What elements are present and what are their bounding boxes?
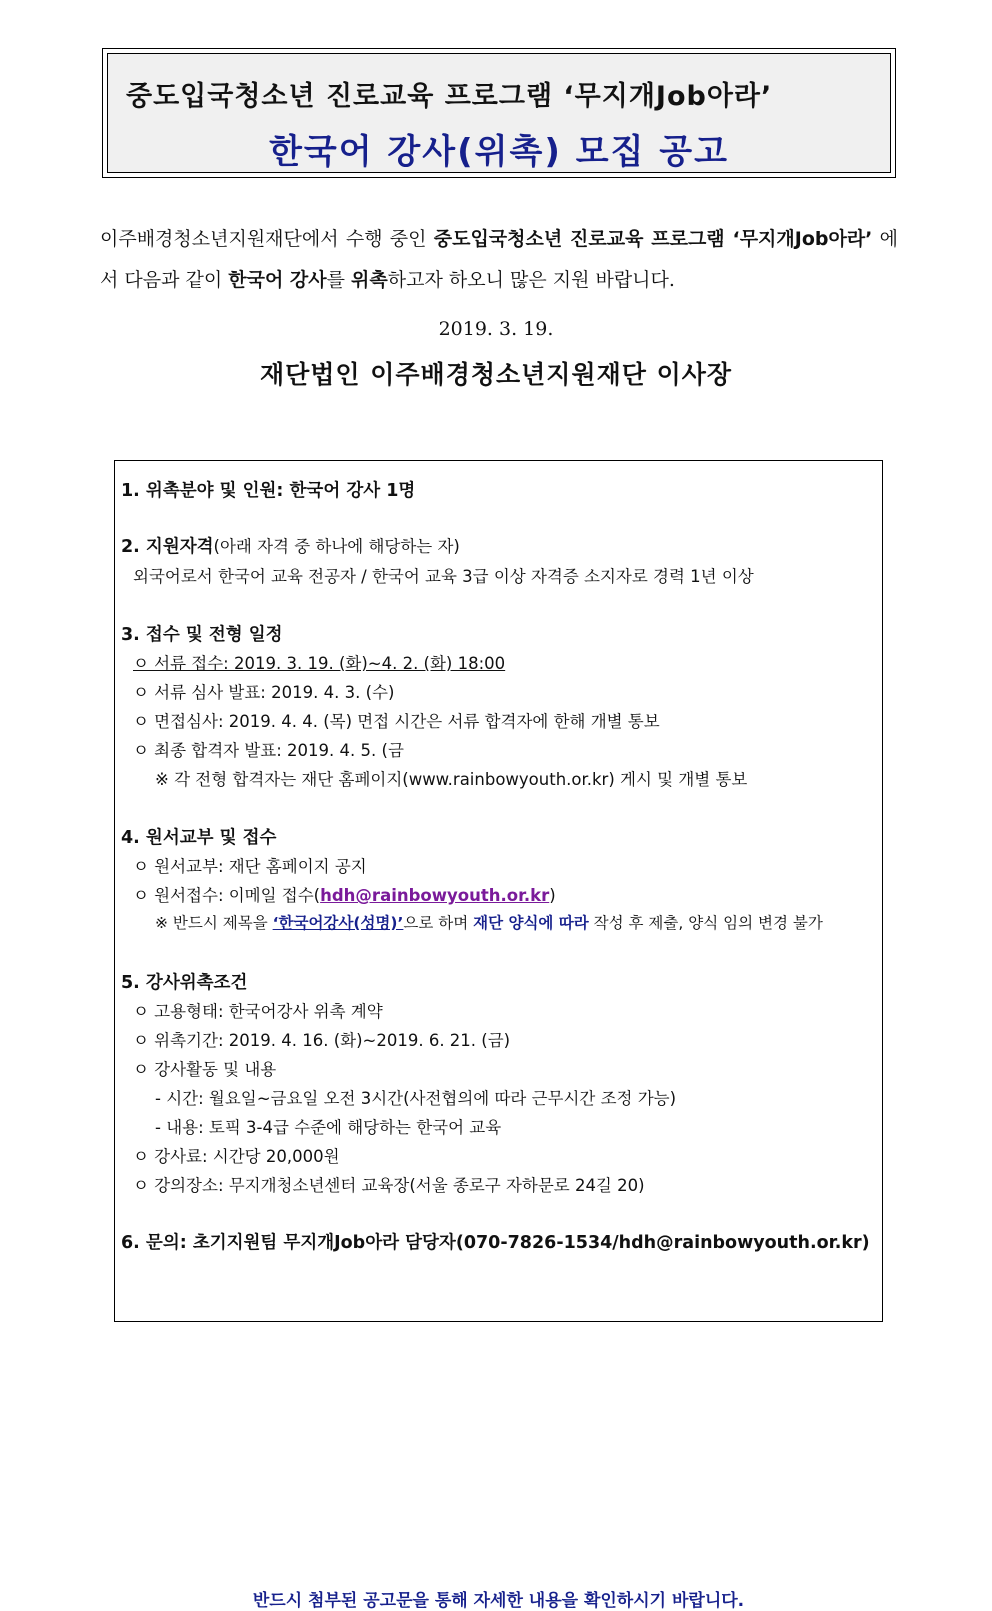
schedule-item: ㅇ 최종 합격자 발표: 2019. 4. 5. (금 xyxy=(133,741,404,760)
submit-suffix: ) xyxy=(549,886,556,905)
condition-item: ㅇ 강사활동 및 내용 xyxy=(133,1060,277,1079)
intro-paragraph xyxy=(100,219,898,301)
section-4-heading: 4. 원서교부 및 접수 xyxy=(121,828,277,848)
schedule-item: ㅇ 서류 접수: 2019. 3. 19. (화)~4. 2. (화) 18:00 xyxy=(133,654,506,673)
application-submit-item xyxy=(133,882,556,906)
schedule-item: ㅇ 면접심사: 2019. 4. 4. (목) 면접 시간은 서류 합격자에 한해 개별 통보 xyxy=(133,712,660,731)
condition-item: ㅇ 위촉기간: 2019. 4. 16. (화)~2019. 6. 21. (금) xyxy=(133,1031,511,1050)
note-text-c: 으로 하며 xyxy=(403,914,474,932)
section-1: 1. 위촉분야 및 인원: 한국어 강사 1명 xyxy=(121,481,416,501)
intro-text-4: 하고자 하오니 많은 지원 바랍니다. xyxy=(387,269,675,291)
condition-subitem: - 내용: 토픽 3-4급 수준에 해당하는 한국어 교육 xyxy=(155,1118,502,1137)
condition-item: ㅇ 강사료: 시간당 20,000원 xyxy=(133,1147,340,1166)
email-link[interactable]: hdh@rainbowyouth.or.kr xyxy=(320,886,550,905)
section-2-body: 외국어로서 한국어 교육 전공자 / 한국어 교육 3급 이상 자격증 소지자로 경력 1년 이상 xyxy=(133,567,754,586)
condition-item: ㅇ 고용형태: 한국어강사 위촉 계약 xyxy=(133,1002,383,1021)
intro-text-2: 에서 다음과 같이 xyxy=(100,228,898,291)
info-box xyxy=(114,460,883,1611)
note-text-a: ※ 반드시 제목을 xyxy=(155,914,273,932)
note-subject-format: ‘한국어강사(성명)’ xyxy=(272,914,404,932)
intro-text-3: 를 xyxy=(326,269,352,291)
submit-prefix: ㅇ 원서접수: 이메일 접수( xyxy=(133,886,321,905)
intro-appoint: 위촉 xyxy=(351,269,388,291)
section-3-heading: 3. 접수 및 전형 일정 xyxy=(121,625,283,645)
footer-notice: 반드시 첨부된 공고문을 통해 자세한 내용을 확인하시기 바랍니다. xyxy=(252,1591,745,1611)
submission-note xyxy=(155,911,823,933)
title-inner xyxy=(107,53,891,173)
section-2-title: 2. 지원자격 xyxy=(121,537,214,557)
condition-item: ㅇ 강의장소: 무지개청소년센터 교육장(서울 종로구 자하문로 24길 20) xyxy=(133,1176,645,1195)
intro-program-name: 중도입국청소년 진로교육 프로그램 ‘무지개Job아라’ xyxy=(433,228,873,250)
application-form-item: ㅇ 원서교부: 재단 홈페이지 공지 xyxy=(133,857,367,876)
intro-text-1: 이주배경청소년지원재단에서 수행 중인 xyxy=(100,228,434,250)
schedule-note: ※ 각 전형 합격자는 재단 홈페이지(www.rainbowyouth.or.kr) 게시 및 개별 통보 xyxy=(155,770,748,789)
organization-name: 재단법인 이주배경청소년지원재단 이사장 xyxy=(259,360,733,389)
note-form-rule: 재단 양식에 따라 xyxy=(473,914,589,932)
section-2-note: (아래 자격 중 하나에 해당하는 자) xyxy=(213,537,460,556)
section-6-contact: 6. 문의: 초기지원팀 무지개Job아라 담당자(070-7826-1534/hdh@rainbowyouth.or.kr) xyxy=(121,1233,870,1253)
note-text-e: 작성 후 제출, 양식 임의 변경 불가 xyxy=(588,914,823,932)
notice-title: 한국어 강사(위촉) 모집 공고 xyxy=(269,132,729,172)
condition-subitem: - 시간: 월요일~금요일 오전 3시간(사전협의에 따라 근무시간 조정 가능) xyxy=(155,1089,677,1108)
program-title: 중도입국청소년 진로교육 프로그램 ‘무지개Job아라’ xyxy=(126,81,773,112)
notice-date: 2019. 3. 19. xyxy=(438,318,554,340)
title-box xyxy=(102,48,896,178)
schedule-item: ㅇ 서류 심사 발표: 2019. 4. 3. (수) xyxy=(133,683,395,702)
section-2-heading xyxy=(121,533,460,558)
intro-role: 한국어 강사 xyxy=(228,269,327,291)
section-5-heading: 5. 강사위촉조건 xyxy=(121,973,248,993)
